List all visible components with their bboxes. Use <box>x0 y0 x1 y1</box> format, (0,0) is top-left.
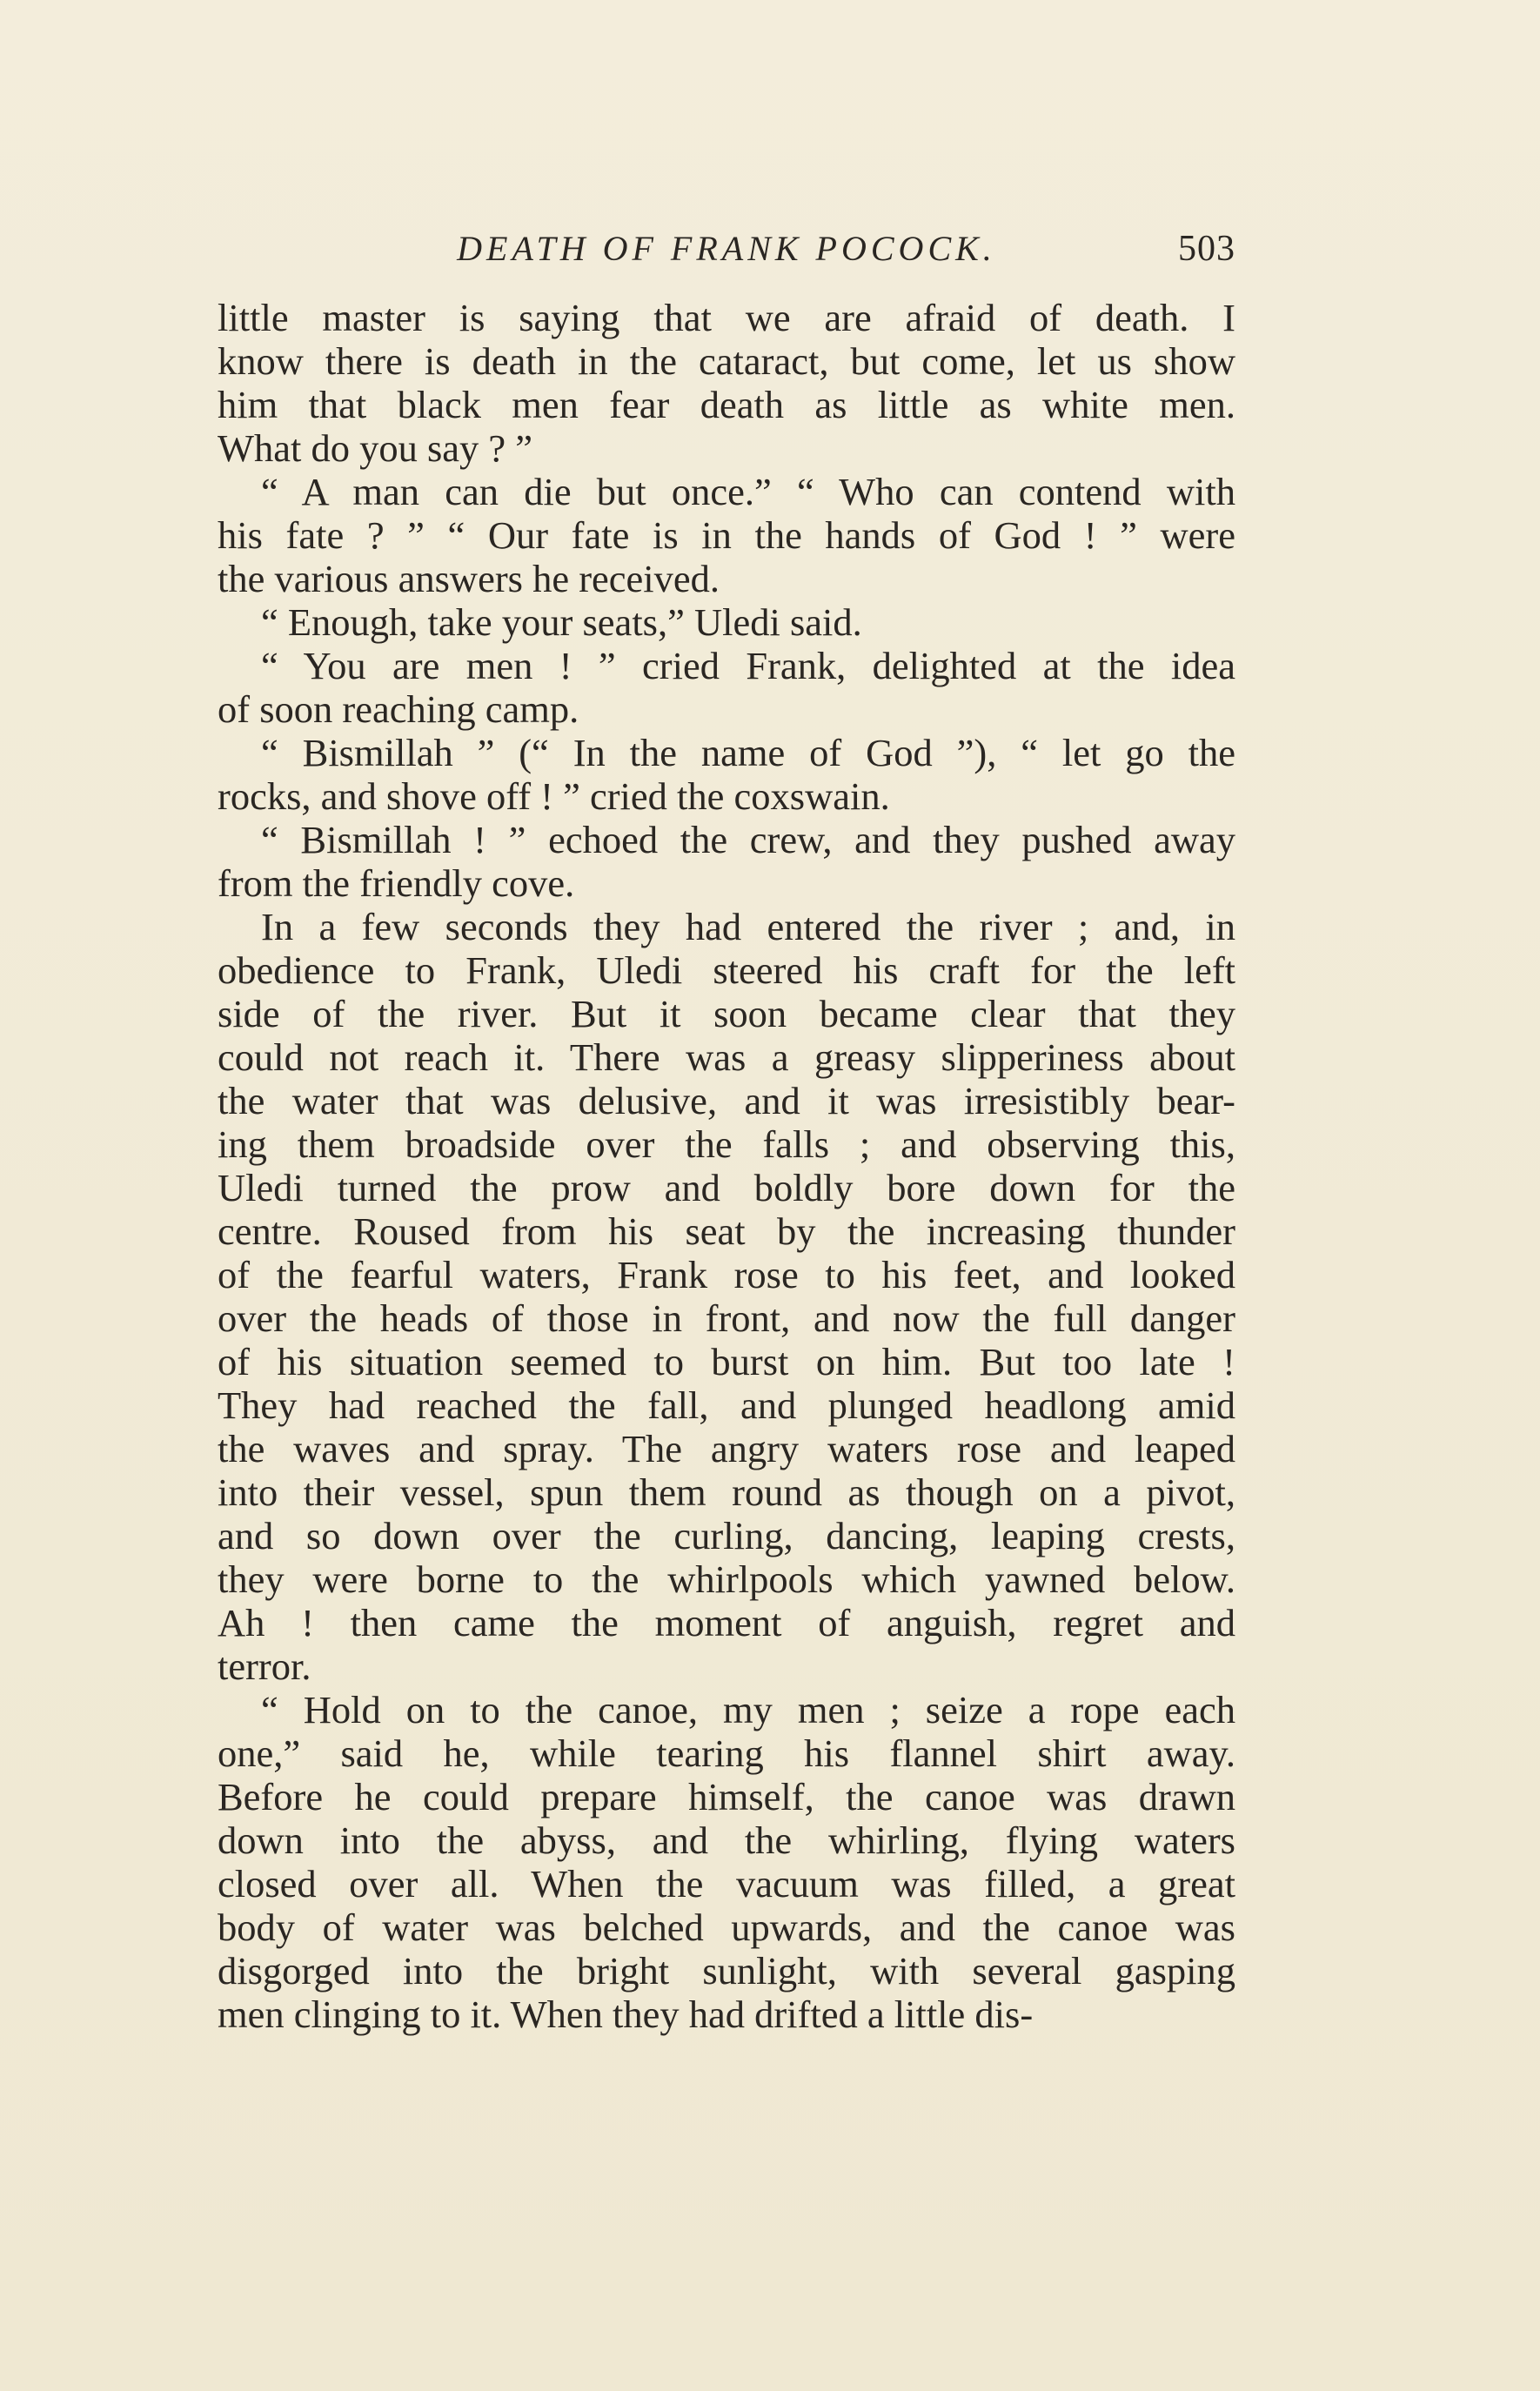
text-line: him that black men fear death as little as white men. <box>218 383 1235 426</box>
text-line: Uledi turned the prow and boldly bore down for the <box>218 1166 1235 1209</box>
text-line: “ A man can die but once.” “ Who can contend with <box>261 470 1235 513</box>
paragraph <box>218 1688 1235 2036</box>
text-line: could not reach it. There was a greasy slipperiness about <box>218 1035 1235 1079</box>
paragraph <box>218 731 1235 818</box>
text-line: men clinging to it. When they had drifted a little dis- <box>218 1992 1034 2036</box>
page-number: 503 <box>1178 229 1235 269</box>
text-line: and so down over the curling, dancing, leaping crests, <box>218 1514 1235 1557</box>
paragraph <box>218 600 1235 644</box>
text-line: “ Bismillah ” (“ In the name of God ”), “ let go the <box>261 731 1235 774</box>
text-line: of his situation seemed to burst on him. But too late ! <box>218 1340 1235 1383</box>
text-line: from the friendly cove. <box>218 861 575 905</box>
running-title: DEATH OF FRANK POCOCK. <box>457 229 996 268</box>
text-line: down into the abyss, and the whirling, flying waters <box>218 1818 1235 1862</box>
text-line: little master is saying that we are afraid of death. I <box>218 296 1235 339</box>
text-line: side of the river. But it soon became clear that they <box>218 992 1235 1035</box>
text-line: rocks, and shove off ! ” cried the coxswain. <box>218 774 890 818</box>
text-line: obedience to Frank, Uledi steered his craft for the left <box>218 948 1235 992</box>
text-line: disgorged into the bright sunlight, with several gasping <box>218 1949 1235 1992</box>
text-line: of soon reaching camp. <box>218 687 579 731</box>
text-line: ing them broadside over the falls ; and observing this, <box>218 1122 1235 1166</box>
text-line: the waves and spray. The angry waters rose and leaped <box>218 1427 1235 1470</box>
paragraph <box>218 818 1235 905</box>
text-line: “ Enough, take your seats,” Uledi said. <box>261 600 862 644</box>
paragraph <box>218 296 1235 470</box>
text-line: one,” said he, while tearing his flannel shirt away. <box>218 1731 1235 1775</box>
text-line: body of water was belched upwards, and the canoe was <box>218 1905 1235 1949</box>
text-line: “ You are men ! ” cried Frank, delighted at the idea <box>261 644 1235 687</box>
text-line: Before he could prepare himself, the canoe was drawn <box>218 1775 1235 1818</box>
text-line: into their vessel, spun them round as though on a pivot, <box>218 1470 1235 1514</box>
text-line: “ Hold on to the canoe, my men ; seize a rope each <box>261 1688 1235 1731</box>
page-header <box>218 228 1235 280</box>
text-line: centre. Roused from his seat by the increasing thunder <box>218 1209 1235 1253</box>
body-text <box>218 296 1235 2036</box>
text-line: “ Bismillah ! ” echoed the crew, and they pushed away <box>261 818 1235 861</box>
text-line: They had reached the fall, and plunged headlong amid <box>218 1383 1235 1427</box>
text-line: terror. <box>218 1644 311 1688</box>
text-line: they were borne to the whirlpools which yawned below. <box>218 1557 1235 1601</box>
paragraph <box>218 905 1235 1688</box>
text-line: closed over all. When the vacuum was filled, a great <box>218 1862 1235 1905</box>
paragraph <box>218 470 1235 600</box>
text-line: the water that was delusive, and it was irresistibly bear- <box>218 1079 1235 1122</box>
text-line: of the fearful waters, Frank rose to his feet, and looked <box>218 1253 1235 1296</box>
text-line: What do you say ? ” <box>218 426 533 470</box>
text-line: over the heads of those in front, and now the full danger <box>218 1296 1235 1340</box>
text-line: In a few seconds they had entered the river ; and, in <box>261 905 1235 948</box>
paragraph <box>218 644 1235 731</box>
text-line: know there is death in the cataract, but come, let us show <box>218 339 1235 383</box>
text-line: Ah ! then came the moment of anguish, regret and <box>218 1601 1235 1644</box>
text-line: the various answers he received. <box>218 557 720 600</box>
text-line: his fate ? ” “ Our fate is in the hands of God ! ” were <box>218 513 1235 557</box>
